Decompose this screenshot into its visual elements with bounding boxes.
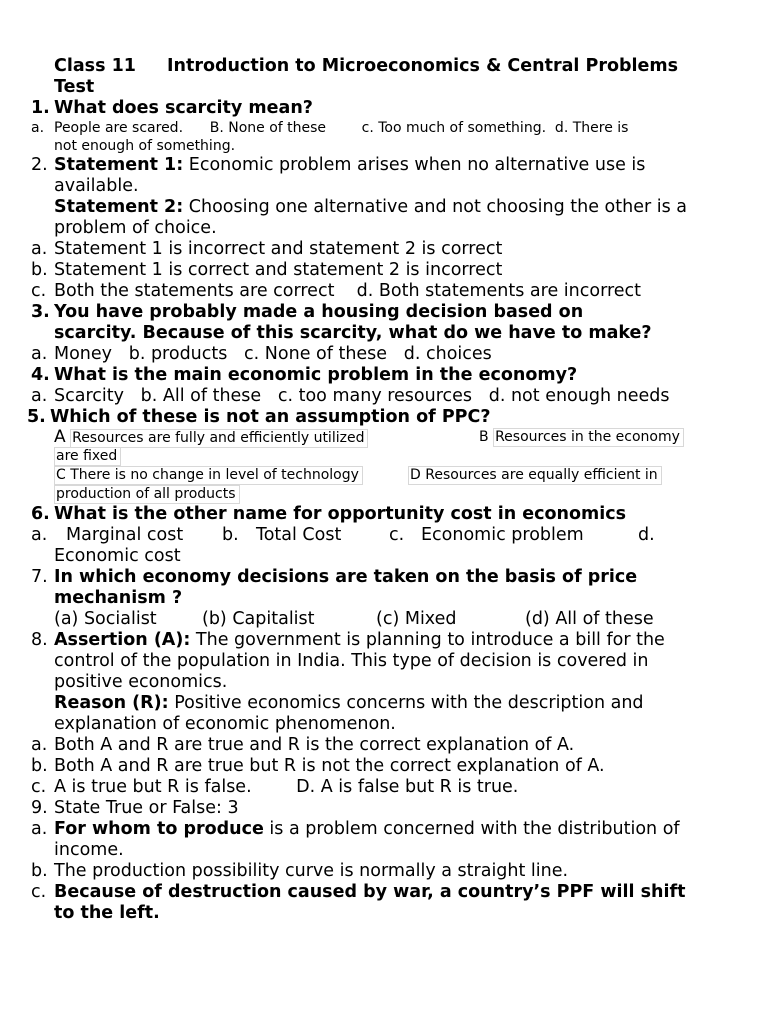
statement-cont: to the left. [54,903,160,923]
question-number: 1. [31,98,50,118]
question-1 [0,98,768,119]
option-text: Both A and R are true and R is the correct explanation of A. [54,735,575,755]
option-d-text: Economic cost [54,546,181,566]
reason-label: Reason (R): [54,693,169,713]
question-text: In which economy decisions are taken on the basis of price [54,567,638,587]
q3-options [0,344,768,365]
q8-option-a [0,735,768,756]
statement-1-cont: available. [54,176,139,196]
statement-bold: For whom to produce [54,819,264,839]
reason-text: Positive economics concerns with the description and [168,693,644,713]
q2-line [0,218,768,239]
question-text: What does scarcity mean? [54,98,313,118]
question-number: 9. [31,798,48,818]
statement-1-label: Statement 1: [54,155,184,175]
question-text: mechanism ? [54,588,183,608]
statement-2-label: Statement 2: [54,197,184,217]
question-5 [0,407,768,428]
question-number: 8. [31,630,48,650]
q9-a [0,819,768,840]
option-marker: a. [31,735,48,755]
question-9 [0,798,768,819]
option-c-text: (c) Mixed [376,609,457,629]
option-marker: a. [31,120,45,136]
question-text: What is the other name for opportunity cost in economics [54,504,627,524]
option-d-marker: d. [638,525,655,545]
option-c-marker: c. [389,525,405,545]
assertion-label: Assertion (A): [54,630,191,650]
q9-c [0,882,768,903]
option-text: People are scared. B. None of these c. Too much of something. d. There is [54,120,629,136]
ppc-row-1 [0,428,768,447]
option-a-text: (a) Socialist [54,609,157,629]
option-c-text: C There is no change in level of technology [54,466,363,485]
option-text: Statement 1 is correct and statement 2 is incorrect [54,260,503,280]
q9-a-cont [0,840,768,861]
assertion-cont: control of the population in India. This type of decision is covered in [54,651,649,671]
option-d-text: (d) All of these [525,609,654,629]
q8-option-c [0,777,768,798]
question-text: scarcity. Because of this scarcity, what do we have to make? [54,323,652,343]
option-text: A is true but R is false. D. A is false but R is true. [54,777,519,797]
option-marker: c. [31,882,47,902]
q8-line [0,714,768,735]
q2-line [0,176,768,197]
statement-text: The production possibility curve is normally a straight line. [54,861,569,881]
question-2 [0,155,768,176]
question-number: 2. [31,155,48,175]
page-title-cont: Test [54,77,95,97]
question-3-cont [0,323,768,344]
option-marker: a. [31,386,48,406]
question-text: State True or False: 3 [54,798,239,818]
question-6 [0,504,768,525]
q8-line [0,651,768,672]
option-b-text: (b) Capitalist [202,609,315,629]
statement-2-cont: problem of choice. [54,218,217,238]
q6-options [0,525,768,546]
option-text: Both A and R are true but R is not the correct explanation of A. [54,756,605,776]
q6-options-cont [0,546,768,567]
option-b-cont: are fixed [54,447,121,466]
assertion-text: The government is planning to introduce a bill for the [190,630,665,650]
q2-option-a [0,239,768,260]
option-d-cont: production of all products [54,485,240,504]
question-4 [0,365,768,386]
statement-2-text: Choosing one alternative and not choosing the other is a [183,197,688,217]
question-3 [0,302,768,323]
option-text: not enough of something. [54,138,236,154]
ppc-options [0,428,768,504]
option-marker: a. [31,239,48,259]
page-title: Introduction to Microeconomics & Central Problems [167,56,679,76]
q4-options [0,386,768,407]
q8-reason [0,693,768,714]
question-8 [0,630,768,651]
option-b-text: Total Cost [256,525,342,545]
question-number: 5. [27,407,46,427]
statement-1-text: Economic problem arises when no alternative use is [183,155,646,175]
statement-cont: income. [54,840,124,860]
q8-line [0,672,768,693]
document [0,56,768,924]
option-letter-a: A [54,427,66,447]
ppc-row-2-cont [0,485,768,504]
reason-cont: explanation of economic phenomenon. [54,714,396,734]
statement-text: Because of destruction caused by war, a country’s PPF will shift [54,882,686,902]
option-text: Money b. products c. None of these d. choices [54,344,492,364]
option-b-marker: b. [222,525,239,545]
question-7-cont [0,588,768,609]
option-text: Scarcity b. All of these c. too many resources d. not enough needs [54,386,670,406]
option-a-text: Resources are fully and efficiently utilized [70,429,368,448]
option-marker: a. [31,344,48,364]
question-text: What is the main economic problem in the economy? [54,365,578,385]
q8-option-b [0,756,768,777]
option-c-text: Economic problem [421,525,584,545]
q2-option-b [0,260,768,281]
option-b-text: Resources in the economy [493,428,684,447]
class-label: Class 11 [54,56,136,76]
q2-option-c [0,281,768,302]
option-marker: b. [31,260,48,280]
question-number: 4. [31,365,50,385]
option-letter-b: B [479,429,489,445]
assertion-cont: positive economics. [54,672,228,692]
option-marker: a. [31,525,48,545]
option-marker: c. [31,281,47,301]
option-marker: c. [31,777,47,797]
option-marker: b. [31,756,48,776]
q1-options-cont [0,137,768,155]
option-text: Both the statements are correct d. Both statements are incorrect [54,281,642,301]
option-marker: a. [31,819,48,839]
q2-statement-2 [0,197,768,218]
ppc-row-2 [0,466,768,485]
question-number: 3. [31,302,50,322]
statement-text: is a problem concerned with the distribution of [263,819,680,839]
option-text: Statement 1 is incorrect and statement 2 is correct [54,239,503,259]
question-7 [0,567,768,588]
ppc-row-1-cont [0,447,768,466]
question-text: Which of these is not an assumption of PPC? [50,407,491,427]
q9-b [0,861,768,882]
option-marker: b. [31,861,48,881]
question-number: 7. [31,567,48,587]
header-line-2 [0,77,768,98]
q7-options [0,609,768,630]
header-line [0,56,768,77]
option-a-text: Marginal cost [66,525,184,545]
question-text: You have probably made a housing decision based on [54,302,584,322]
q9-c-cont [0,903,768,924]
q1-options [0,119,768,137]
question-number: 6. [31,504,50,524]
option-d-text: D Resources are equally efficient in [408,466,662,485]
